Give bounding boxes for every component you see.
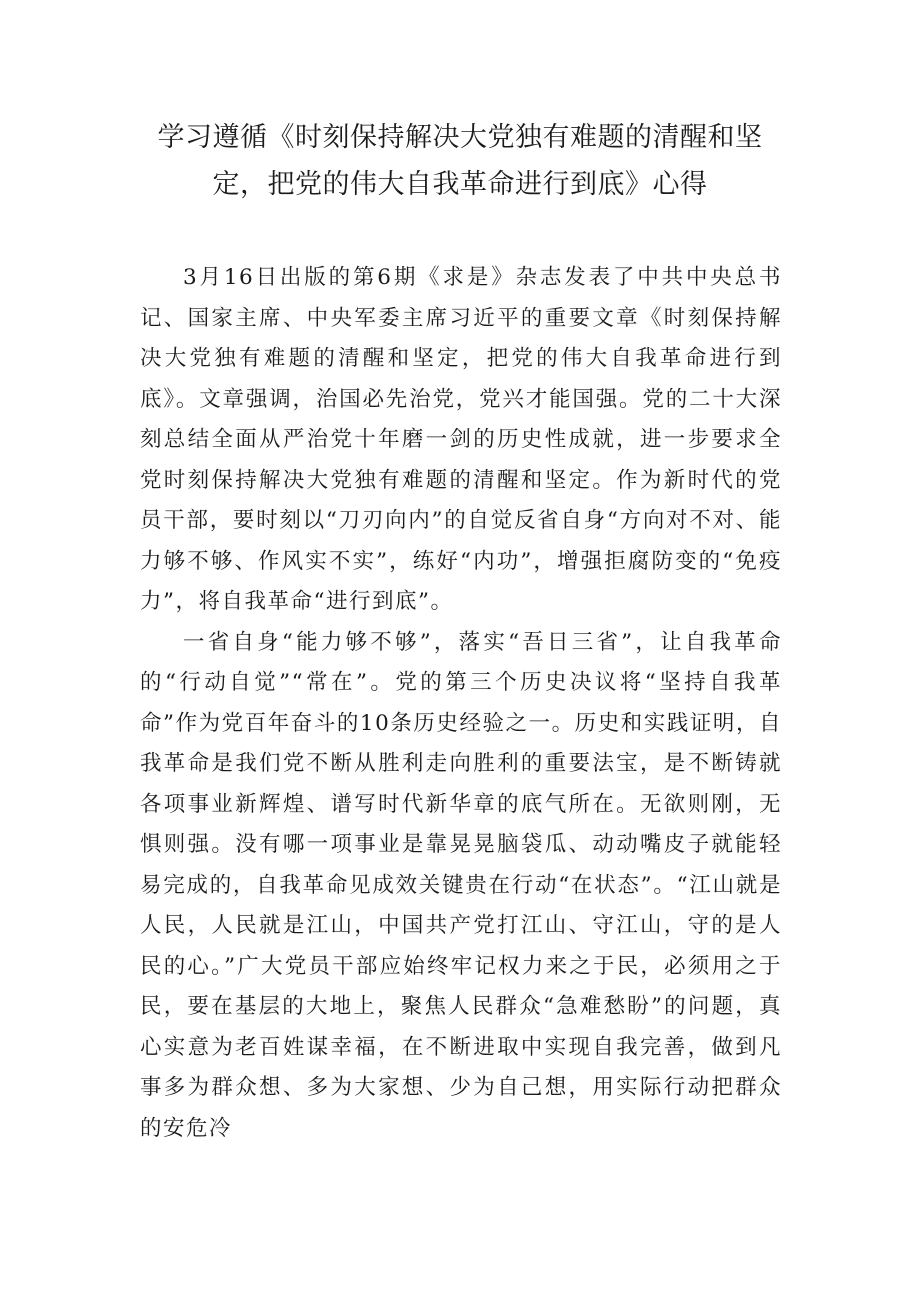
paragraph-1: 3月16日出版的第6期《求是》杂志发表了中共中央总书记、国家主席、中央军委主席习近平的重要文章《时刻保持解决大党独有难题的清醒和坚定，把党的伟大自我革命进行到底》。文章强调，治国必先治党，党兴才能国强。党的二十大深刻总结全面从严治党十年磨一剑的历史性成就，进一步要求全党时刻保持解决大党独有难题的清醒和坚定。作为新时代的党员干部，要时刻以“刀刃向内”的自觉反省自身“方向对不对、能力够不够、作风实不实”，练好“内功”，增强拒腐防变的“免疫力”，将自我革命“进行到底”。 [140,265,782,614]
document-body [140,258,782,1149]
document-title: 学习遵循《时刻保持解决大党独有难题的清醒和坚定，把党的伟大自我革命进行到底》心得 [157,122,763,200]
paragraph-2: 一省自身“能力够不够”，落实“吾日三省”，让自我革命的“行动自觉”“常在”。党的第三个历史决议将“坚持自我革命”作为党百年奋斗的10条历史经验之一。历史和实践证明，自我革命是我们党不断从胜利走向胜利的重要法宝，是不断铸就各项事业新辉煌、谱写时代新华章的底气所在。无欲则刚，无惧则强。没有哪一项事业是靠晃晃脑袋瓜、动动嘴皮子就能轻易完成的，自我革命见成效关键贵在行动“在状态”。“江山就是人民，人民就是江山，中国共产党打江山、守江山，守的是人民的心。”广大党员干部应始终牢记权力来之于民，必须用之于民，要在基层的大地上，聚焦人民群众“急难愁盼”的问题，真心实意为老百姓谋幸福，在不断进取中实现自我完善，做到凡事多为群众想、多为大家想、少为自己想，用实际行动把群众的安危冷 [140,629,782,1141]
